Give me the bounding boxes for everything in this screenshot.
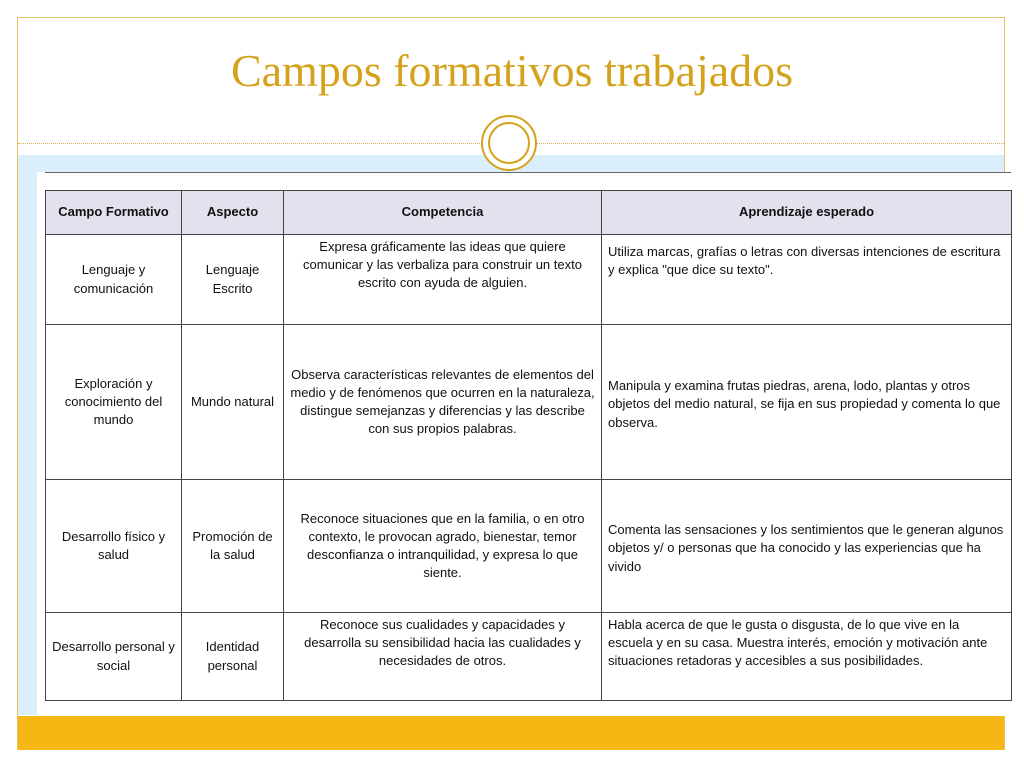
header-campo: Campo Formativo bbox=[46, 191, 182, 235]
cell-aprendizaje: Utiliza marcas, grafías o letras con diversas intenciones de escritura y explica "que dice su texto". bbox=[602, 235, 1012, 325]
cell-aspecto: Identidad personal bbox=[182, 613, 284, 701]
cell-campo: Desarrollo personal y social bbox=[46, 613, 182, 701]
cell-competencia: Observa características relevantes de elementos del medio y de fenómenos que ocurren en la naturaleza, distingue semejanzas y diferencias y las describe con sus propios palabras. bbox=[284, 325, 602, 480]
cell-aspecto: Promoción de la salud bbox=[182, 480, 284, 613]
cell-competencia: Reconoce sus cualidades y capacidades y desarrolla su sensibilidad hacia las cualidades y necesidades de otros. bbox=[284, 613, 602, 701]
circle-ornament-icon bbox=[481, 115, 537, 171]
table-header-row bbox=[46, 191, 1012, 235]
cell-campo: Desarrollo físico y salud bbox=[46, 480, 182, 613]
competencies-table bbox=[45, 190, 1012, 701]
table-panel bbox=[37, 172, 1016, 716]
header-aprendizaje: Aprendizaje esperado bbox=[602, 191, 1012, 235]
bottom-accent-bar bbox=[18, 716, 1004, 750]
table-row bbox=[46, 613, 1012, 701]
cell-campo: Exploración y conocimiento del mundo bbox=[46, 325, 182, 480]
cell-aprendizaje: Manipula y examina frutas piedras, arena, lodo, plantas y otros objetos del medio natural, se fija en sus propiedad y comenta lo que observa. bbox=[602, 325, 1012, 480]
header-competencia: Competencia bbox=[284, 191, 602, 235]
cell-aspecto: Lenguaje Escrito bbox=[182, 235, 284, 325]
cell-aspecto: Mundo natural bbox=[182, 325, 284, 480]
table-top-rule bbox=[45, 172, 1011, 173]
table-row bbox=[46, 325, 1012, 480]
slide-title: Campos formativos trabajados bbox=[230, 45, 794, 96]
cell-aprendizaje: Habla acerca de que le gusta o disgusta, de lo que vive en la escuela y en su casa. Muestra interés, emoción y motivación ante situaciones retadoras y accesibles a sus posibilidades. bbox=[602, 613, 1012, 701]
table-row bbox=[46, 235, 1012, 325]
table-row bbox=[46, 480, 1012, 613]
cell-competencia: Expresa gráficamente las ideas que quiere comunicar y las verbaliza para construir un texto escrito con ayuda de alguien. bbox=[284, 235, 602, 325]
header-aspecto: Aspecto bbox=[182, 191, 284, 235]
cell-aprendizaje: Comenta las sensaciones y los sentimientos que le generan algunos objetos y/ o personas que ha conocido y las experiencias que ha vivido bbox=[602, 480, 1012, 613]
cell-campo: Lenguaje y comunicación bbox=[46, 235, 182, 325]
cell-competencia: Reconoce situaciones que en la familia, o en otro contexto, le provocan agrado, bienestar, temor desconfianza o intranquilidad, y expresa lo que siente. bbox=[284, 480, 602, 613]
